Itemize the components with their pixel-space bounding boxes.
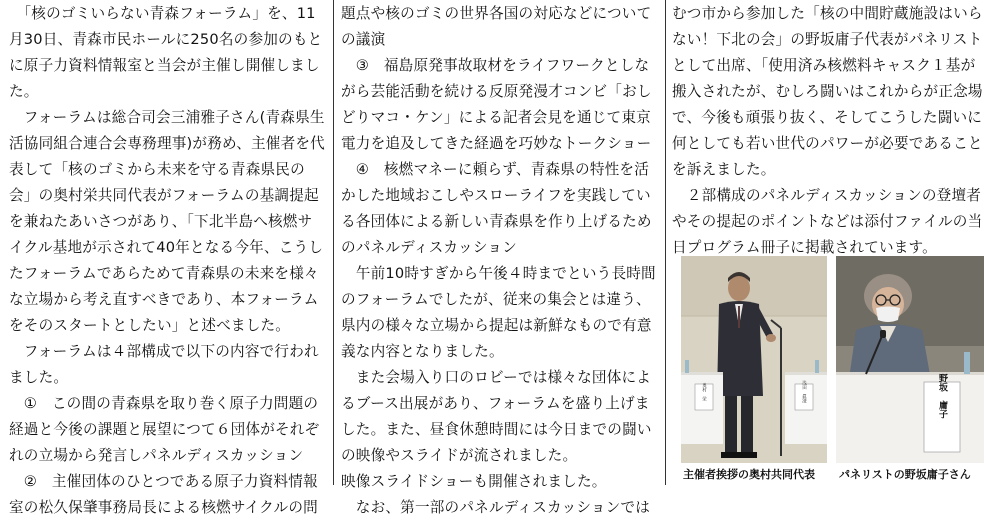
paragraph: ② 主催団体のひとつである原子力資料情報室の松久保肇事務局長による核燃サイクルの問: [9, 473, 318, 516]
placard-text: 浅田 眞澄: [801, 380, 807, 404]
paragraph: ④ 核燃マネーに頼らず、青森県の特性を活かした地域おこしやスローライフを実践している各団体による新しい青森県を作り上げるためのパネルディスカッション: [341, 161, 652, 256]
article-column-3: [672, 1, 985, 261]
paragraph: むつ市から参加した「核の中間貯蔵施設はいらない！下北の会」の野坂庸子代表がパネリストとして出席、「使用済み核燃料キャスク１基が搬入されたが、むしろ闘いはこれからが正念場で、今後も頑張り抜く、そしてこうした闘いに何としても若い世代のパワーが必要であることを訴えました。: [672, 5, 983, 178]
speaker-photo: [681, 256, 827, 463]
paragraph: 午前10時すぎから午後４時までという長時間のフォーラムでしたが、従来の集会とは違う、県内の様々な立場から提起は新鮮なもので有意義な内容となりました。: [341, 265, 656, 360]
paragraph: ③ 福島原発事故取材をライフワークとしながら芸能活動を続ける反原発漫才コンビ「おしどりマコ・ケン」による記者会見を通じて東京電力を追及してきた経過を巧妙なトークショー: [341, 57, 652, 152]
paragraph: 映像スライドショーも開催されました。: [341, 473, 607, 490]
paragraph: なお、第一部のパネルディスカッションでは: [341, 499, 651, 516]
article-column-2: [341, 1, 656, 521]
paragraph: ① この間の青森県を取り巻く原子力問題の経過と今後の課題と展望につて６団体がそれぞれの立場から発言しパネルディスカッション: [9, 395, 320, 464]
column-divider: [333, 0, 334, 485]
placard-text: 野坂 庸子: [937, 373, 947, 419]
column-divider: [665, 0, 666, 485]
photo-caption-right: パネリストの野坂庸子さん: [839, 468, 971, 481]
paragraph: ２部構成のパネルディスカッションの登壇者やその提起のポイントなどは添付ファイルの当日プログラム冊子に掲載されています。: [672, 187, 983, 256]
paragraph: また会場入り口のロビーでは様々な団体によるブース出展があり、フォーラムを盛り上げました。また、昼食休憩時間には今日までの闘いの映像やスライドが流されました。: [341, 369, 652, 464]
placard-text: 奥村 栄: [701, 383, 707, 401]
paragraph: 「核のゴミいらない青森フォーラム」を、11月30日、青森市民ホールに250名の参加のもとに原子力資料情報室と当会が主催し開催しました。: [9, 5, 323, 100]
paragraph: フォーラムは総合司会三浦雅子さん(青森県生活協同組合連合会専務理事)が務め、主催者を代表して「核のゴミから未来を守る青森県民の会」の奥村栄共同代表がフォーラムの基調提起を兼ねたあいさつがあり、「下北半島へ核燃サイクル基地が示されて40年となる今年、こうしたフォーラムであらためて青森県の未来を様々な立場から考え直すべきであり、本フォーラムをそのスタートとしたい」と述べました。: [9, 109, 325, 334]
panelist-photo: [836, 256, 984, 463]
paragraph: フォーラムは４部構成で以下の内容で行われました。: [9, 343, 319, 386]
paragraph: 題点や核のゴミの世界各国の対応などについての議演: [341, 5, 652, 48]
photo-caption-left: 主催者挨拶の奥村共同代表: [683, 468, 815, 481]
article-column-1: [9, 1, 325, 521]
